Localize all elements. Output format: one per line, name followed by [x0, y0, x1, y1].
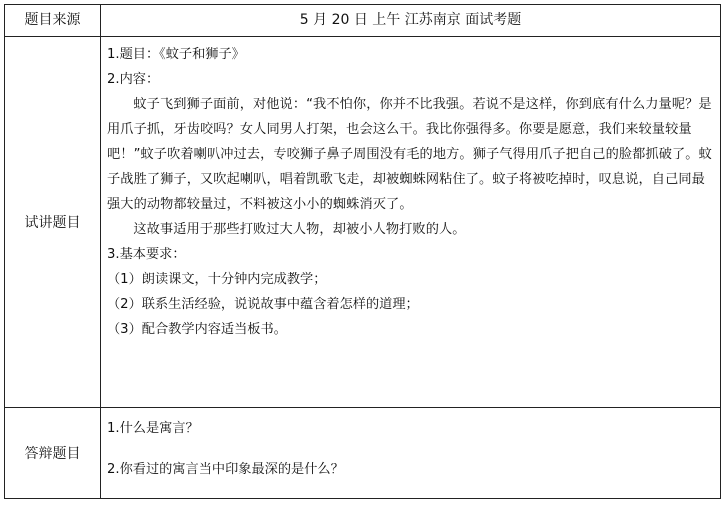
question-spacer — [107, 441, 712, 457]
defense-question: 1.什么是寓言？ — [107, 421, 199, 436]
requirement-item: （3）配合教学内容适当板书。 — [107, 322, 287, 337]
defense-label: 答辩题目 — [5, 408, 101, 499]
source-label: 题目来源 — [5, 5, 101, 37]
requirement-item: （1）朗读课文，十分钟内完成教学； — [107, 272, 327, 287]
lecture-label: 试讲题目 — [5, 37, 101, 408]
requirements-heading: 3.基本要求： — [107, 247, 186, 262]
exam-sheet — [4, 4, 720, 509]
defense-content — [101, 408, 721, 499]
source-value: 5 月 20 日 上午 江苏南京 面试考题 — [101, 5, 721, 37]
exam-table — [4, 4, 721, 499]
story-paragraph: 蚊子飞到狮子面前，对他说：“我不怕你，你并不比我强。若说不是这样，你到底有什么力量呢？是用爪子抓，牙齿咬吗？女人同男人打架，也会这么干。我比你强得多。你要是愿意，我们来较量较量吧！”蚊子吹着喇叭冲过去，专咬狮子鼻子周围没有毛的地方。狮子气得用爪子把自己的脸都抓破了。蚊子战胜了狮子，又吹起喇叭，唱着凯歌飞走，却被蜘蛛网粘住了。蚊子将被吃掉时，叹息说，自己同最强大的动物都较量过，不料被这小小的蜘蛛消灭了。 — [107, 97, 712, 212]
header-row — [5, 5, 721, 37]
moral-paragraph: 这故事适用于那些打败过大人物，却被小人物打败的人。 — [133, 222, 466, 237]
defense-row — [5, 408, 721, 499]
lecture-content — [101, 37, 721, 408]
content-heading: 2.内容： — [107, 72, 160, 87]
requirement-item: （2）联系生活经验，说说故事中蕴含着怎样的道理； — [107, 297, 419, 312]
defense-question: 2.你看过的寓言当中印象最深的是什么？ — [107, 462, 344, 477]
lecture-title: 1.题目：《蚊子和狮子》 — [107, 47, 245, 62]
lecture-row — [5, 37, 721, 408]
